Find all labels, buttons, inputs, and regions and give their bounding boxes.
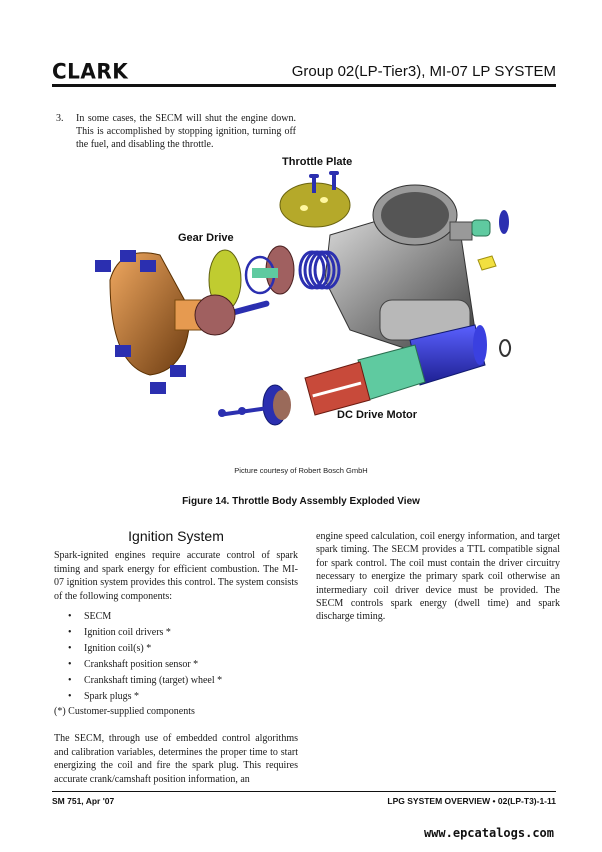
bullet: • (68, 627, 72, 639)
footer-rule (52, 791, 556, 792)
exploded-view-illustration (80, 150, 550, 450)
left-column (54, 530, 298, 786)
step-text: In some cases, the SECM will shut the engine down. This is accomplished by stopping ignition, turning off the fuel, and disabling the throttle. (76, 113, 296, 150)
throttle-plate-part (280, 171, 350, 227)
cap-part (499, 210, 509, 234)
bullet: • (68, 691, 72, 703)
components-footnote: (*) Customer-supplied components (54, 706, 195, 718)
bullet: • (68, 675, 72, 687)
watermark-link[interactable]: www.epcatalogs.com (423, 826, 554, 840)
footer-manual-id: SM 751, Apr '07 (52, 796, 115, 806)
list-item (68, 689, 298, 705)
bullet: • (68, 611, 72, 623)
footer-page-id: LPG SYSTEM OVERVIEW • 02(LP-T3)-1-11 (387, 796, 556, 806)
dc-drive-motor-label: DC Drive Motor (337, 409, 418, 421)
list-item (68, 609, 298, 625)
section-title: Ignition System (128, 528, 224, 544)
throttle-body-exploded-view (80, 150, 550, 450)
clark-logo: CLARK (52, 58, 129, 84)
header-rule (52, 84, 556, 87)
right-column (316, 530, 560, 624)
throttle-plate-label: Throttle Plate (282, 156, 353, 168)
group-title: Group 02(LP-Tier3), MI-07 LP SYSTEM (291, 63, 556, 80)
step-number: 3. (56, 113, 64, 124)
figure-caption: Figure 14. Throttle Body Assembly Exploded View (182, 496, 420, 507)
picture-courtesy: Picture courtesy of Robert Bosch GmbH (234, 466, 368, 475)
component-label: Ignition coil drivers * (84, 627, 171, 639)
bullet: • (68, 643, 72, 655)
bushing-part (472, 220, 490, 236)
list-item (68, 657, 298, 673)
ignition-para-2-continued: engine speed calculation, coil energy information, and target spark timing. The SECM provides a TTL compatible signal for spark control. The coil must contain the driver circuitry necessary to energize the primary spark coil otherwise an intermediary coil driver device must be provided. The SECM controls spark energy (dwell time) and spark discharge timing. (316, 531, 560, 623)
component-label: Ignition coil(s) * (84, 643, 152, 655)
component-label: Crankshaft timing (target) wheel * (84, 675, 223, 687)
connector-clip-part (478, 256, 496, 270)
ignition-para-2: The SECM, through use of embedded control algorithms and calibration variables, determines the proper time to start energizing the coil and fire the spark plug. This requires accurate crank/camshaft position information, an (54, 733, 298, 785)
bullet: • (68, 659, 72, 671)
components-list (54, 609, 298, 705)
gear-drive-label: Gear Drive (178, 232, 234, 244)
list-item (68, 625, 298, 641)
component-label: Spark plugs * (84, 691, 139, 703)
component-label: SECM (84, 611, 112, 623)
ignition-intro: Spark-ignited engines require accurate control of spark timing and spark energy for efficient combustion. The MI-07 ignition system provides this control. The system consists of the following components: (54, 550, 298, 602)
list-item (68, 673, 298, 689)
component-label: Crankshaft position sensor * (84, 659, 199, 671)
step-3 (56, 112, 296, 151)
list-item (68, 641, 298, 657)
